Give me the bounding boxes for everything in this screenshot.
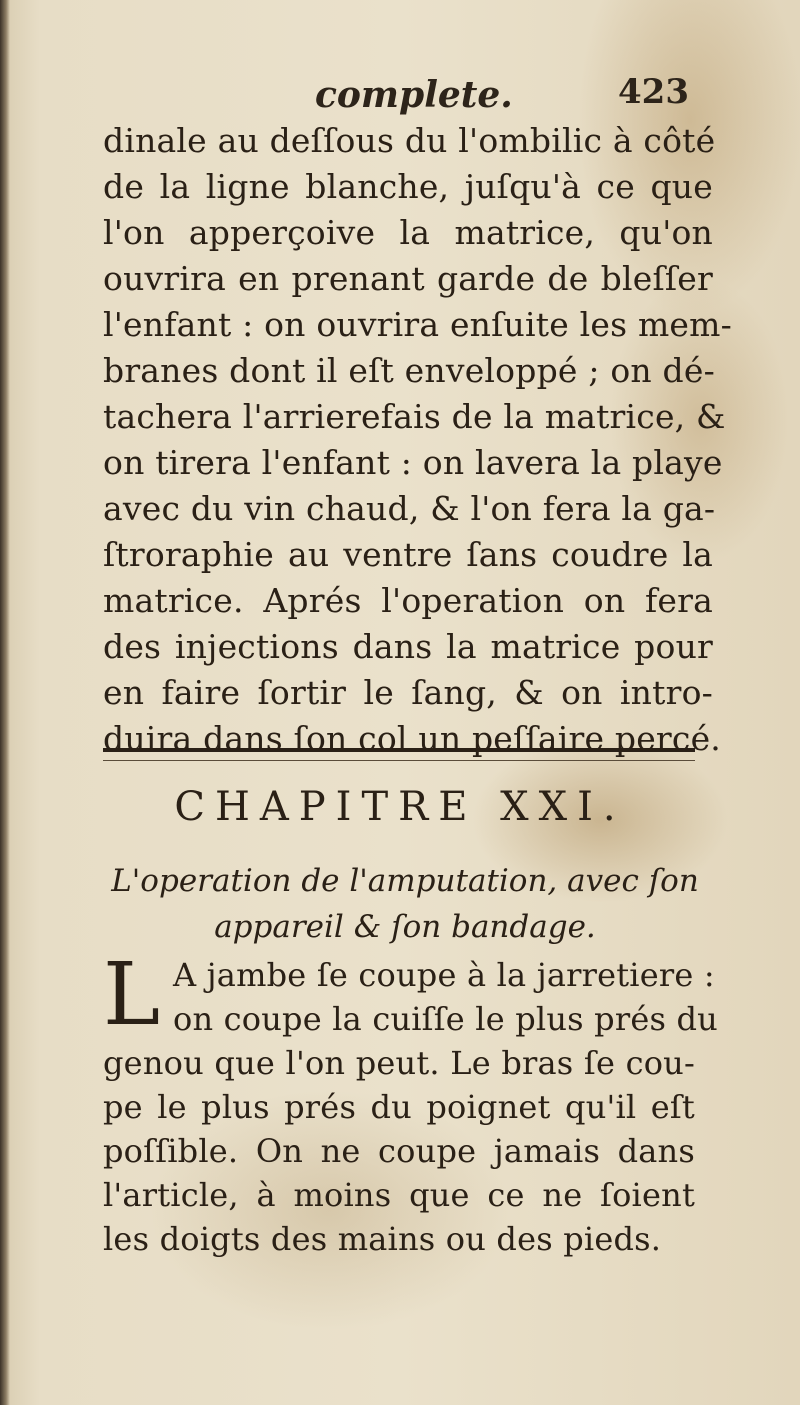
text-line: genou que l'on peut. Le bras ſe cou- <box>103 1044 695 1082</box>
text-line: l'article, à moins que ce ne ſoient <box>103 1176 695 1214</box>
text-line: poſſible. On ne coupe jamais dans <box>103 1132 695 1170</box>
text-line: dinale au deſſous du l'ombilic à côté <box>103 121 716 160</box>
text-line: de la ligne blanche, juſqu'à ce que <box>103 167 713 206</box>
text-line: les doigts des mains ou des pieds. <box>103 1220 662 1258</box>
chapter-subtitle <box>100 858 710 950</box>
chapter-heading: CHAPITRE XXI. <box>174 784 626 830</box>
page-header <box>0 62 800 122</box>
text-line: branes dont il eſt enveloppé ; on dé- <box>103 351 715 390</box>
text-line: duira dans ſon col un peſſaire percé. <box>103 719 721 758</box>
text-line: tachera l'arrierefais de la matrice, & <box>103 397 726 436</box>
text-line: A jambe ſe coupe à la jarretiere : <box>173 956 715 994</box>
text-line: l'on apperçoive la matrice, qu'on <box>103 213 713 252</box>
text-line: on coupe la cuiſſe le plus prés du <box>173 1000 718 1038</box>
text-line: en faire ſortir le ſang, & on intro- <box>103 673 713 712</box>
text-line: avec du vin chaud, & l'on fera la ga- <box>103 489 716 528</box>
book-spine-edge <box>0 0 10 1405</box>
continued-paragraph <box>103 118 733 762</box>
section-divider-rule <box>103 748 695 761</box>
drop-cap-letter: L <box>103 945 161 1045</box>
text-line: ſtroraphie au ventre ſans coudre la <box>103 535 713 574</box>
chapter-subtitle-line: appareil & ſon bandage. <box>214 909 596 945</box>
text-line: pe le plus prés du poignet qu'il eſt <box>103 1088 695 1126</box>
text-line: l'enfant : on ouvrira enſuite les mem- <box>103 305 733 344</box>
text-line: matrice. Aprés l'operation on fera <box>103 581 713 620</box>
text-line: des injections dans la matrice pour <box>103 627 713 666</box>
text-line: on tirera l'enfant : on lavera la playe <box>103 443 723 482</box>
page-number: 423 <box>618 72 689 112</box>
chapter-subtitle-line: L'operation de l'amputation, avec ſon <box>111 863 699 899</box>
chapter-paragraph <box>103 945 718 1261</box>
running-title: complete. <box>315 74 513 116</box>
text-line: ouvrira en prenant garde de bleſſer <box>103 259 713 298</box>
